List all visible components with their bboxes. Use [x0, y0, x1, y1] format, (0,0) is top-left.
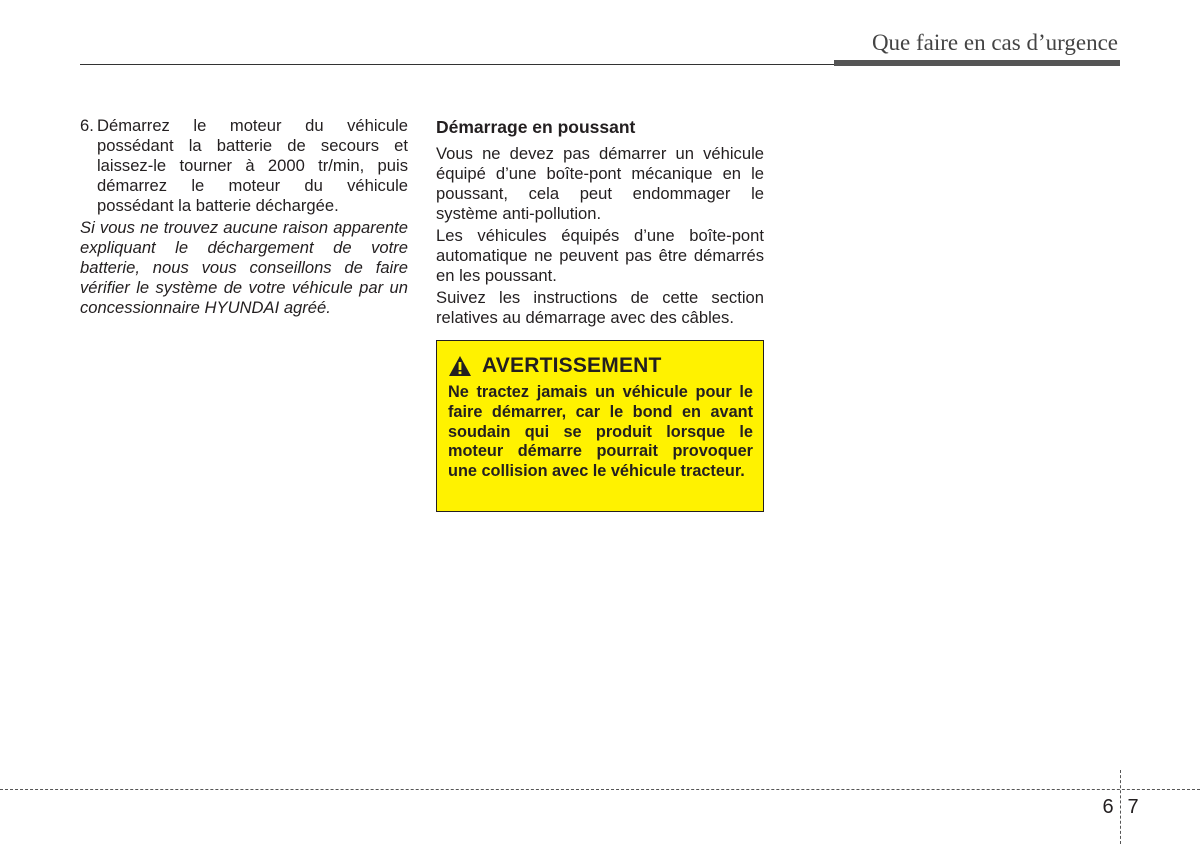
warning-box — [436, 340, 764, 512]
section-number: 6 — [1102, 796, 1114, 818]
warning-header — [448, 353, 753, 379]
step-text: Démarrez le moteur du véhicule possédant la batterie de secours et laissez-le tourner à 2000 tr/min, puis démarrez le moteur du véhicule possédant la batterie déchargée. — [97, 116, 408, 215]
header-rule — [80, 64, 840, 65]
paragraph: Les véhicules équipés d’une boîte-pont automatique ne peuvent pas être démarrés en les poussant. — [436, 226, 764, 285]
paragraph: Suivez les instructions de cette section relatives au démarrage avec des câbles. — [436, 288, 764, 327]
paragraph: Vous ne devez pas démarrer un véhicule équipé d’une boîte-pont mécanique en le poussant, cela peut endommager le système anti-pollution. — [436, 144, 764, 223]
middle-column — [436, 116, 764, 330]
section-heading: Démarrage en poussant — [436, 117, 636, 137]
header-title: Que faire en cas d’urgence — [871, 30, 1118, 55]
warning-triangle-icon — [448, 355, 472, 377]
step-item — [80, 116, 408, 216]
footer-rule — [0, 789, 1200, 790]
page-number: 7 — [1127, 796, 1139, 818]
warning-text: Ne tractez jamais un véhicule pour le faire démarrer, car le bond en avant soudain qui se produit lorsque le moteur démarre pourrait provoquer une collision avec le véhicule tracteur. — [448, 383, 753, 481]
battery-note: Si vous ne trouvez aucune raison apparente expliquant le déchargement de votre batterie, nous vous conseillons de faire vérifier le système de votre véhicule par un concessionnaire HYUNDAI agréé. — [80, 218, 408, 317]
warning-title: AVERTISSEMENT — [482, 354, 662, 377]
header-accent-bar — [834, 60, 1120, 66]
footer-divider — [1120, 770, 1121, 844]
step-number: 6. — [80, 116, 94, 135]
left-column — [80, 116, 408, 318]
